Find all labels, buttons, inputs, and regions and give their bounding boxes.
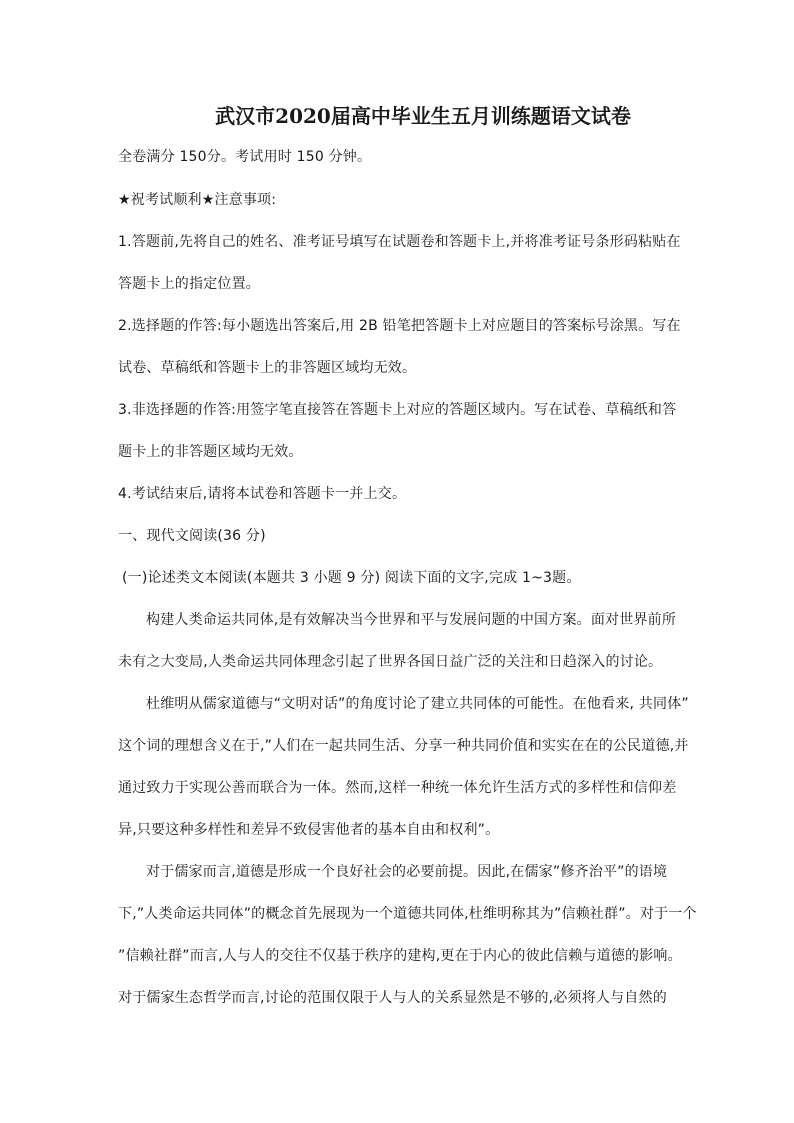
- passage-line: 构建人类命运共同体,是有效解决当今世界和平与发展问题的中国方案。面对世界前所: [146, 612, 677, 628]
- notice-item-4: 4.考试结束后,请将本试卷和答题卡一并上交。: [118, 486, 407, 502]
- passage-line: 未有之大变局,人类命运共同体理念引起了世界各国日益广泛的关注和日趋深入的讨论。: [118, 654, 663, 670]
- notice-item-2: 2.选择题的作答:每小题选出答案后,用 2B 铅笔把答题卡上对应题目的答案标号涂黑。写在: [118, 318, 681, 334]
- passage-line: 对于儒家生态哲学而言,讨论的范围仅限于人与人的关系显然是不够的,必须将人与自然的: [118, 990, 667, 1006]
- passage-line: ”信赖社群”而言,人与人的交往不仅基于秩序的建构,更在于内心的彼此信赖与道德的影响。: [118, 948, 682, 964]
- passage-line: 对于儒家而言,道德是形成一个良好社会的必要前提。因此,在儒家”修齐治平”的语境: [146, 864, 668, 880]
- notice-item-1: 1.答题前,先将自己的姓名、准考证号填写在试题卷和答题卡上,并将准考证号条形码粘贴在: [118, 234, 681, 250]
- notice-heading: ★祝考试顺利★注意事项:: [118, 192, 277, 208]
- notice-item-2-cont: 试卷、草稿纸和答题卡上的非答题区域均无效。: [118, 360, 417, 376]
- notice-item-3-cont: 题卡上的非答题区域均无效。: [118, 444, 303, 460]
- notice-item-3: 3.非选择题的作答:用签字笔直接答在答题卡上对应的答题区域内。写在试卷、草稿纸和答: [118, 402, 677, 418]
- passage-line: 通过致力于实现公善而联合为一体。然而,这样一种统一体允许生活方式的多样性和信仰差: [118, 780, 677, 796]
- document-title: 武汉市2020届高中毕业生五月训练题语文试卷: [215, 104, 631, 128]
- section-heading: 一、现代文阅读(36 分): [118, 528, 266, 544]
- passage-line: 下,”人类命运共同体”的概念首先展现为一个道德共同体,杜维明称其为”信赖社群”。对于一个: [118, 906, 697, 922]
- subsection-heading: (一)论述类文本阅读(本题共 3 小题 9 分) 阅读下面的文字,完成 1~3题。: [122, 570, 581, 586]
- notice-item-1-cont: 答题卡上的指定位置。: [118, 276, 260, 292]
- passage-line: 杜维明从儒家道德与“文明对话”的角度讨论了建立共同体的可能性。在他看来, 共同体”: [146, 696, 689, 712]
- exam-score-note: 全卷满分 150分。考试用时 150 分钟。: [118, 149, 372, 165]
- passage-line: 异,只要这种多样性和差异不致侵害他者的基本自由和权利”。: [118, 822, 500, 838]
- passage-line: 这个词的理想含义在于,”人们在一起共同生活、分享一种共同价值和实实在在的公民道德,并: [118, 738, 689, 754]
